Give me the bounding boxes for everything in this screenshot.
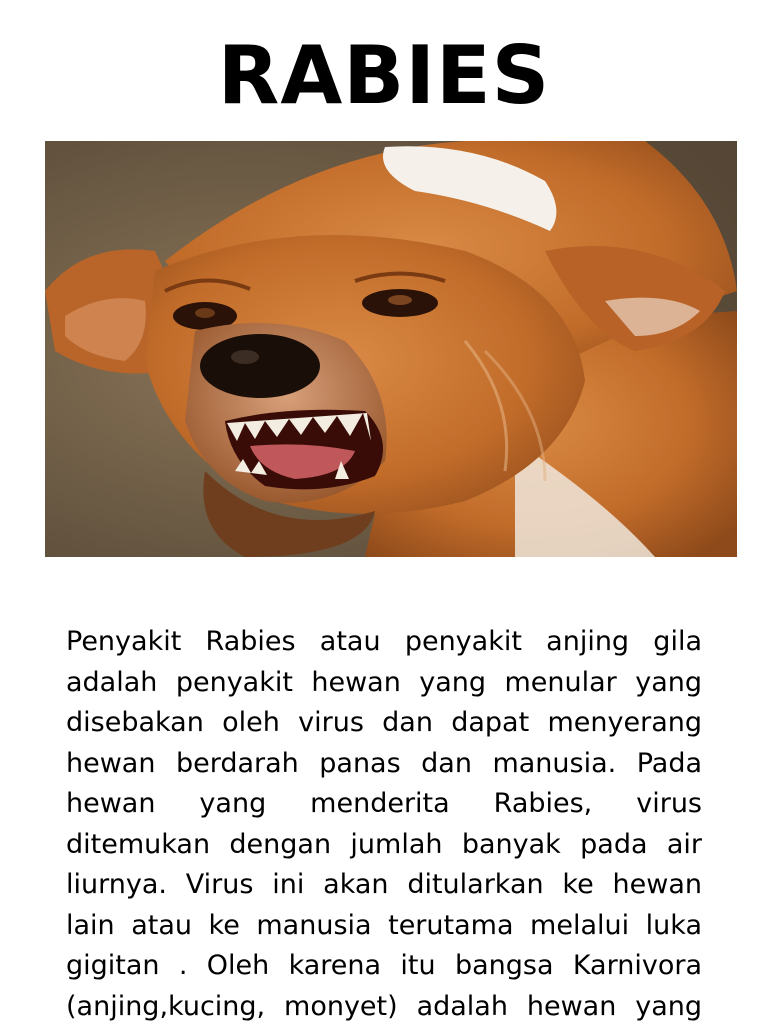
body-line: adalah penyakit hewan yang menular yang: [66, 666, 702, 698]
body-line: gigitan . Oleh karena itu bangsa Karnivora: [66, 950, 702, 981]
body-line: ditemukan dengan jumlah banyak pada air: [66, 828, 702, 860]
body-line: Penyakit Rabies atau penyakit anjing gila: [66, 626, 702, 657]
article-body: [66, 622, 702, 1024]
body-line: hewan berdarah panas dan manusia. Pada: [66, 747, 702, 779]
body-line: (anjing,kucing, monyet) adalah hewan yang: [66, 990, 702, 1022]
page-title: RABIES: [217, 29, 551, 122]
body-line: hewan yang menderita Rabies, virus: [66, 788, 702, 819]
body-line: lain atau ke manusia terutama melalui luka: [66, 909, 702, 941]
dog-illustration: [45, 141, 737, 557]
body-line: liurnya. Virus ini akan ditularkan ke hewan: [66, 869, 702, 900]
dog-photo: [45, 141, 737, 557]
body-line: disebakan oleh virus dan dapat menyerang: [66, 707, 702, 738]
